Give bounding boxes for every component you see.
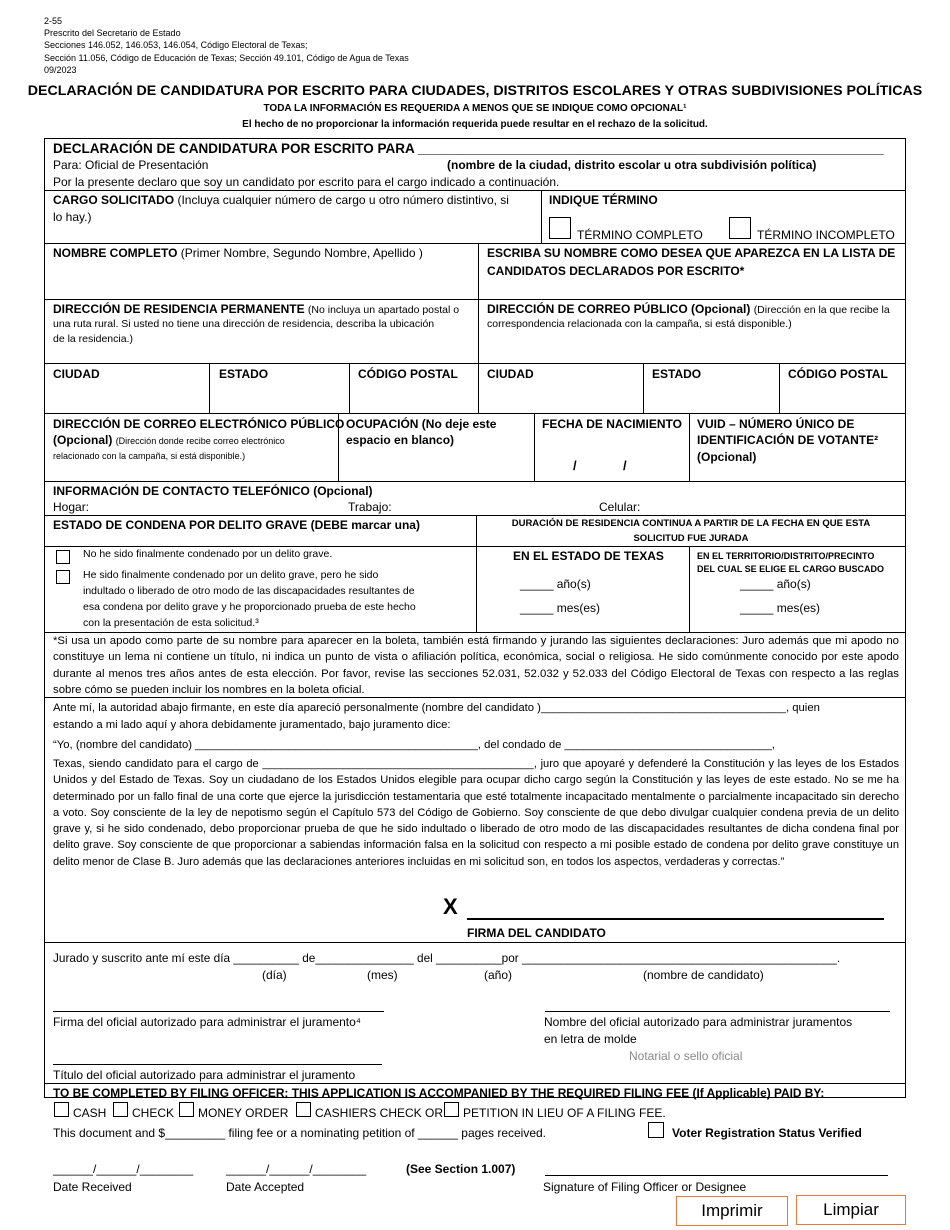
filing-officer-signature-line[interactable] (545, 1175, 888, 1176)
dob-separator: / (573, 458, 577, 473)
date-accepted-blank: ______/______/________ (226, 1162, 367, 1176)
duration-label-2: SOLICITUD FUE JURADA (633, 533, 749, 544)
cashiers-check-checkbox[interactable] (296, 1102, 311, 1117)
official-name-label: Nombre del oficial autorizado para administrar juramentos (544, 1015, 853, 1029)
candidate-signature-line[interactable] (467, 918, 884, 920)
felony-no-checkbox[interactable] (56, 550, 70, 564)
subtitle-warning: El hecho de no proporcionar la información requerida puede resultar en el rechazo de la solicitud. (242, 119, 708, 130)
ballot-name-label-2: CANDIDATOS DECLARADOS POR ESCRITO* (487, 264, 745, 278)
felony-no-label: No he sido finalmente condenado por un delito grave. (83, 548, 333, 560)
money-order-checkbox[interactable] (179, 1102, 194, 1117)
official-name-label-2: en letra de molde (544, 1032, 637, 1046)
territory-months: _____ mes(es) (740, 601, 821, 615)
office-sought-note: lo hay.) (53, 210, 92, 224)
territory-label-2: DEL CUAL SE ELIGE EL CARGO BUSCADO (697, 564, 885, 574)
felony-status-label: ESTADO DE CONDENA POR DELITO GRAVE (DEBE marcar una) (53, 518, 420, 532)
texas-years: _____ año(s) (520, 577, 591, 591)
mailing-zip-label: CÓDIGO POSTAL (788, 367, 888, 381)
oath-line-1: Ante mí, la autoridad abajo firmante, en este día apareció personalmente (nombre del candidato )_______________________________________, quien (53, 702, 820, 714)
occupation-label: OCUPACIÓN (No deje este (346, 417, 497, 431)
phone-home-label: Hogar: (53, 500, 90, 514)
date-received-label: Date Received (53, 1180, 132, 1194)
declaration-statement: Por la presente declaro que soy un candidato por escrito para el cargo indicado a continuación. (53, 175, 560, 189)
felony-pardoned-label: indultado o liberado de otro modo de las discapacidades resultantes de (83, 585, 415, 597)
mailing-note: correspondencia relacionada con la campaña, si está disponible.) (487, 318, 792, 330)
oath-line-2: estando a mi lado aquí y ahora debidamente juramentado, bajo juramento dice: (53, 719, 451, 731)
oath-line-3: “Yo, (nombre del candidato) _____________________________________________, del condado de _________________________________, (53, 739, 776, 751)
city-label: CIUDAD (53, 367, 100, 381)
form-date: 09/2023 (44, 64, 77, 75)
partial-term-checkbox[interactable] (729, 217, 751, 239)
date-accepted-label: Date Accepted (226, 1180, 305, 1194)
petition-label: PETITION IN LIEU OF A FILING FEE. (463, 1106, 666, 1120)
phone-work-label: Trabajo: (348, 500, 392, 514)
jurat-year: (año) (484, 968, 513, 982)
declaration-heading: DECLARACIÓN DE CANDIDATURA POR ESCRITO PARA ______________________________________________________________ (53, 141, 884, 156)
mailing-address-label: DIRECCIÓN DE CORREO PÚBLICO (Opcional) (Dirección en la que recibe la (487, 302, 890, 316)
header-line: Secciones 146.052, 146.053, 146.054, Código Electoral de Texas; (44, 40, 308, 51)
dob-separator: / (623, 458, 627, 473)
mailing-city-label: CIUDAD (487, 367, 534, 381)
money-order-label: MONEY ORDER (198, 1106, 289, 1120)
jurat-line: Jurado y suscrito ante mí este día __________ de_______________ del __________por ________________________________________________. (53, 951, 841, 965)
email-label-2: (Opcional) (Dirección donde recibe correo electrónico (53, 433, 285, 447)
felony-pardoned-checkbox[interactable] (56, 570, 70, 584)
candidate-signature-label: FIRMA DEL CANDIDATO (467, 926, 606, 940)
territory-label: EN EL TERRITORIO/DISTRITO/PRECINTO (697, 551, 875, 561)
form-number: 2-55 (44, 16, 63, 26)
official-title-label: Título del oficial autorizado para administrar el juramento (53, 1068, 356, 1082)
see-section: (See Section 1.007) (406, 1162, 516, 1176)
voter-verified-checkbox[interactable] (648, 1122, 664, 1138)
zip-label: CÓDIGO POSTAL (358, 367, 458, 381)
vuid-optional: (Opcional) (697, 450, 757, 464)
oath-body: Texas, siendo candidato para el cargo de ____________________________________________, juro que apoyaré y defenderé la Constitución y las leyes de los Estados Unidos y del Estado de Texas. Soy un ciudadano de los Estados Unidos elegible para ocupar dicho cargo según la Constitución y las leyes de este estado. No se me ha determinado por un fallo final de una corte que ejerce la jurisdicción testamentaria que esté totalmente incapacitado mentalmente o parcialmente incapacitado sin derecho a voto. Soy consciente de la ley de nepotismo según el Capítulo 573 del Código de Gobierno. Soy consciente de que debo divulgar cualquier condena previa de un delito grave y, si he sido condenado, debo proporcionar prueba de que he sido indultado o liberado de otro modo de las discapacidades resultantes de dicha condena final por delito grave. Soy consciente de que proporcionar a sabiendas información falsa en la solicitud con respecto a mi posible estado de condena por delito grave constituye un delito menor de Clase B. Juro además que las declaraciones anteriores incluidas en mi solicitud son, en todos los aspectos, verdaderas y correctas.” (53, 758, 899, 868)
subtitle-required: TODA LA INFORMACIÓN ES REQUERIDA A MENOS QUE SE INDIQUE COMO OPCIONAL¹ (263, 103, 687, 114)
phone-label: INFORMACIÓN DE CONTACTO TELEFÓNICO (Opcional) (53, 484, 373, 498)
felony-pardoned-label: esa condena por delito grave y he proporcionado prueba de este hecho (83, 601, 416, 613)
nickname-statement: *Si usa un apodo como parte de su nombre para aparecer en la boleta, también está firmando y jurando las siguientes declaraciones: Juro además que mi apodo no constituye un lema ni contiene un título, ni indica un punto de vista o afiliación política, económica, social o religiosa. He sido comúnmente conocido por este apodo durante al menos tres años antes de esta elección. Por favor, revise las secciones 52.031, 52.032 y 52.033 del Código Electoral de Texas con respecto a las reglas sobre cómo se pueden incluir los nombres en la boleta oficial. (53, 635, 899, 696)
entity-note: (nombre de la ciudad, distrito escolar u otra subdivisión política) (447, 158, 817, 172)
date-received-blank: ______/______/________ (53, 1162, 194, 1176)
state-label: ESTADO (219, 367, 269, 381)
residence-address-label: DIRECCIÓN DE RESIDENCIA PERMANENTE (No incluya un apartado postal o (53, 302, 460, 316)
official-title-line[interactable] (53, 1064, 382, 1065)
cash-label: CASH (73, 1106, 107, 1120)
email-note: relacionado con la campaña, si está disponible.) (53, 451, 246, 461)
notary-seal-label: Notarial o sello oficial (629, 1049, 743, 1063)
full-term-label: TÉRMINO COMPLETO (577, 228, 703, 242)
duration-label: DURACIÓN DE RESIDENCIA CONTINUA A PARTIR DE LA FECHA EN QUE ESTA (511, 518, 871, 529)
cashiers-check-label: CASHIERS CHECK OR (315, 1106, 444, 1120)
page-title: DECLARACIÓN DE CANDIDATURA POR ESCRITO PARA CIUDADES, DISTRITOS ESCOLARES Y OTRAS SUBDIVISIONES POLÍTICAS (27, 83, 923, 99)
felony-pardoned-label: con la presentación de esta solicitud.³ (83, 617, 259, 629)
territory-years: _____ año(s) (740, 577, 811, 591)
full-name-label: NOMBRE COMPLETO (Primer Nombre, Segundo Nombre, Apellido ) (53, 246, 423, 260)
occupation-label-2: espacio en blanco) (346, 433, 455, 447)
header-line: Sección 11.056, Código de Educación de Texas; Sección 49.101, Código de Agua de Texas (44, 52, 409, 63)
residence-note: una ruta rural. Si usted no tiene una dirección de residencia, describa la ubicación (53, 318, 435, 330)
filing-officer-to: Para: Oficial de Presentación (53, 158, 209, 172)
voter-verified-label: Voter Registration Status Verified (672, 1126, 862, 1140)
jurat-month: (mes) (367, 968, 398, 982)
partial-term-label: TÉRMINO INCOMPLETO (757, 228, 895, 242)
felony-pardoned-label: He sido finalmente condenado por un delito grave, pero he sido (83, 569, 379, 581)
vuid-label-2: IDENTIFICACIÓN DE VOTANTE² (697, 433, 879, 447)
print-button[interactable]: Imprimir (676, 1196, 788, 1226)
dob-label: FECHA DE NACIMIENTO (542, 417, 683, 431)
vuid-label: VUID – NÚMERO ÚNICO DE (697, 417, 855, 431)
cash-checkbox[interactable] (54, 1102, 69, 1117)
ballot-name-label: ESCRIBA SU NOMBRE COMO DESEA QUE APAREZCA EN LA LISTA DE (487, 246, 896, 260)
phone-cell-label: Celular: (599, 500, 641, 514)
petition-checkbox[interactable] (444, 1102, 459, 1117)
official-signature-label: Firma del oficial autorizado para administrar el juramento⁴ (53, 1015, 361, 1029)
signature-x: X (443, 894, 458, 919)
filing-officer-signature-label: Signature of Filing Officer or Designee (543, 1180, 747, 1194)
clear-button[interactable]: Limpiar (796, 1195, 906, 1225)
jurat-day: (día) (262, 968, 287, 982)
email-label: DIRECCIÓN DE CORREO ELECTRÓNICO PÚBLICO (53, 417, 345, 431)
term-label: INDIQUE TÉRMINO (549, 193, 658, 207)
filing-officer-heading: TO BE COMPLETED BY FILING OFFICER: THIS APPLICATION IS ACCOMPANIED BY THE REQUIRED FILING FEE (If Applicable) PAID BY: (53, 1086, 825, 1100)
header-line: Prescrito del Secretario de Estado (44, 28, 181, 39)
texas-residence-label: EN EL ESTADO DE TEXAS (513, 549, 664, 563)
mailing-state-label: ESTADO (652, 367, 702, 381)
check-checkbox[interactable] (113, 1102, 128, 1117)
texas-months: _____ mes(es) (520, 601, 601, 615)
filing-fee-line: This document and $_________ filing fee or a nominating petition of ______ pages received. (53, 1126, 547, 1140)
official-signature-line[interactable] (53, 1011, 384, 1012)
jurat-candidate: (nombre de candidato) (643, 968, 764, 982)
residence-note-2: de la residencia.) (53, 333, 133, 345)
official-name-line[interactable] (545, 1011, 890, 1012)
form-header (44, 15, 409, 76)
office-sought-label: CARGO SOLICITADO (Incluya cualquier número de cargo u otro número distintivo, si (53, 193, 509, 207)
full-term-checkbox[interactable] (549, 217, 571, 239)
check-label: CHECK (132, 1106, 175, 1120)
